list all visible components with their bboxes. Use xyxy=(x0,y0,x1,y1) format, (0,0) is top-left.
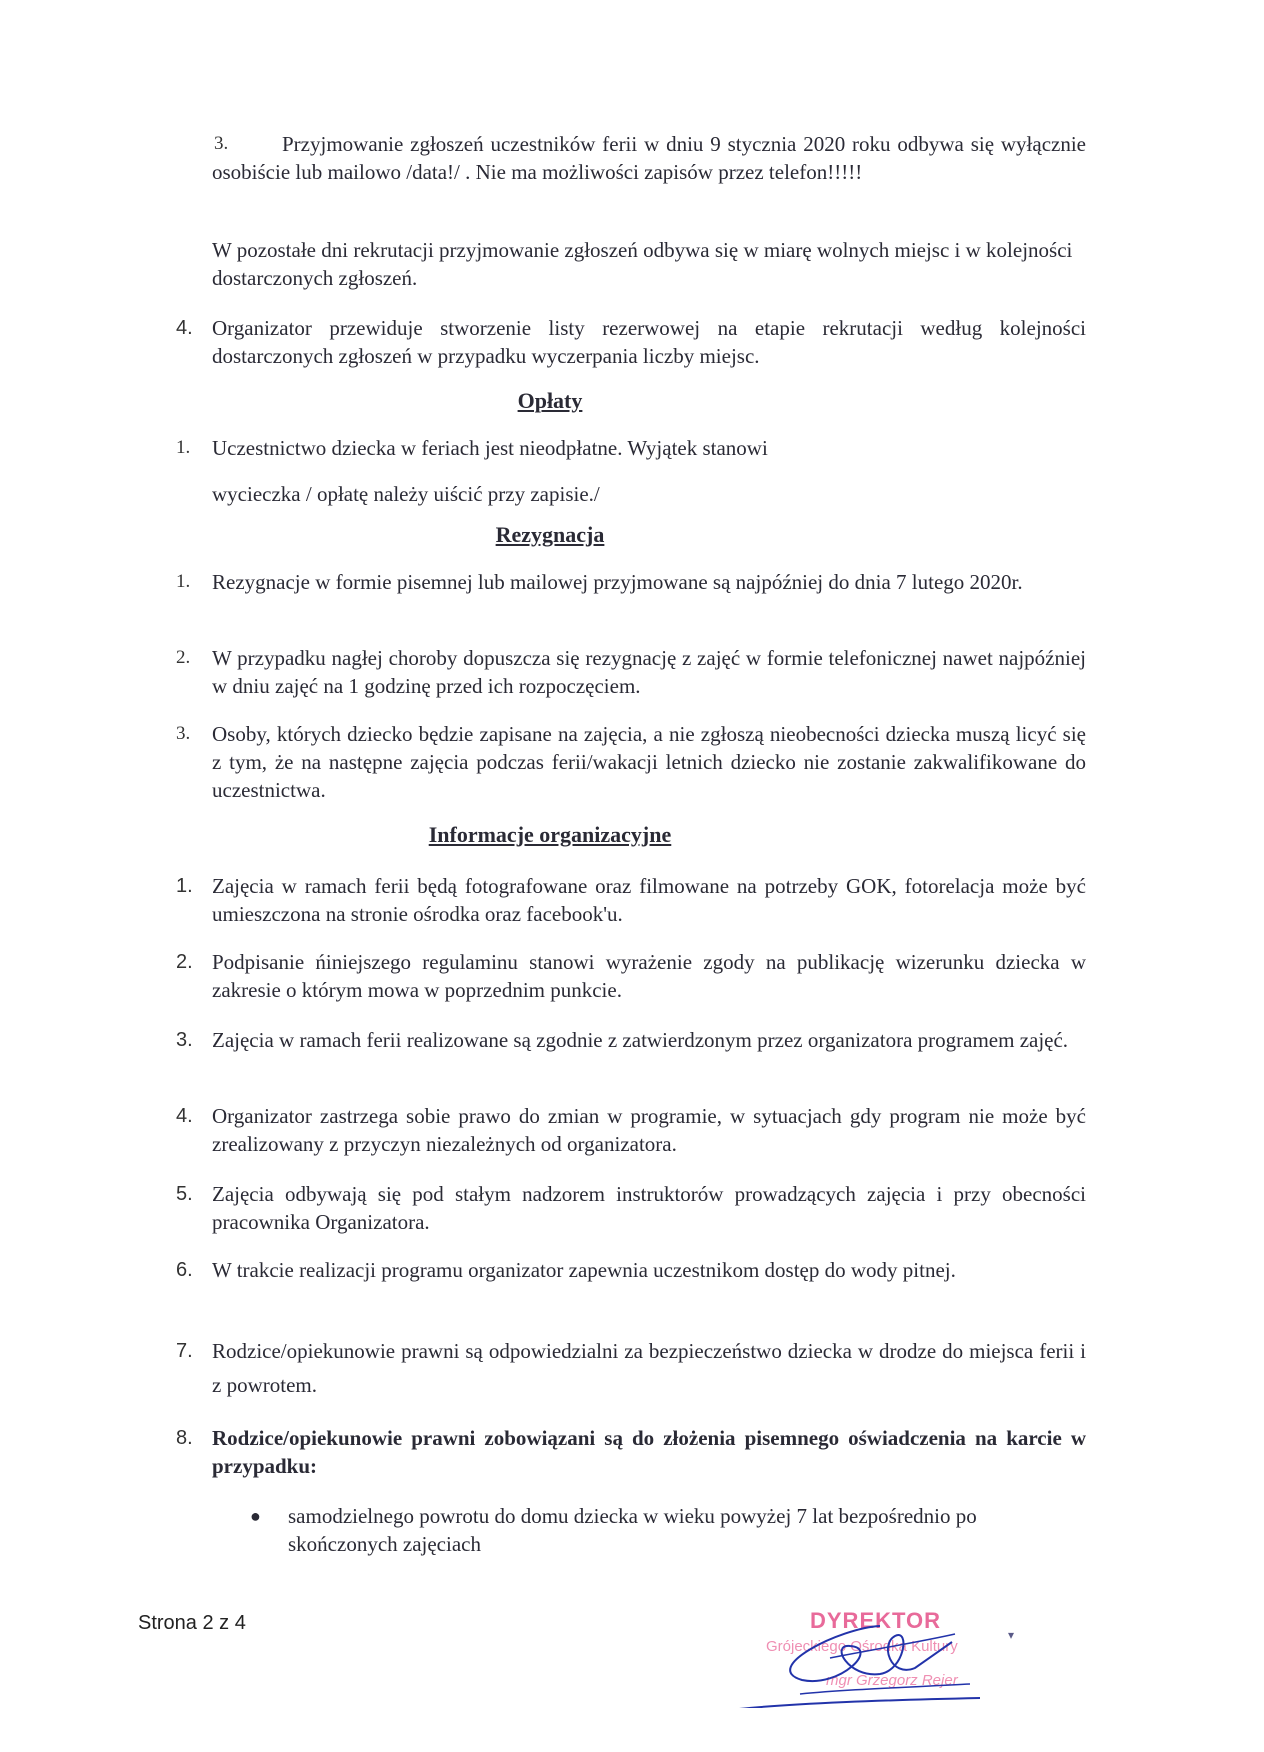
item-number: 1. xyxy=(176,437,191,458)
item-number: 3. xyxy=(214,133,229,154)
page-number: Strona 2 z 4 xyxy=(138,1612,246,1634)
item-text: Rodzice/opiekunowie prawni zobowiązani są do złożenia pisemnego oświadczenia na karcie w przypadku: xyxy=(212,1426,1086,1478)
section-heading-rezygnacja: Rezygnacja xyxy=(495,522,605,547)
item-text: Zajęcia w ramach ferii będą fotografowane oraz filmowane na potrzeby GOK, fotorelacja może być umieszczona na stronie ośrodka oraz facebook'u. xyxy=(212,874,1086,926)
item-number: 4. xyxy=(176,317,193,339)
list-item-note xyxy=(176,236,1086,292)
item-number: 1. xyxy=(176,571,191,592)
bullet-item xyxy=(250,1502,1090,1558)
item-text: Rodzice/opiekunowie prawni są odpowiedzialni za bezpieczeństwo dziecka w drodze do miejsca ferii i z powrotem. xyxy=(212,1339,1086,1397)
list-item xyxy=(176,568,1086,596)
item-text: Przyjmowanie zgłoszeń uczestników ferii w dniu 9 stycznia 2020 roku odbywa się wyłącznie osobiście lub mailowo /data!/ . Nie ma możliwości zapisów przez telefon!!!!! xyxy=(212,132,1086,184)
item-number: 8. xyxy=(176,1427,193,1449)
item-text: Zajęcia w ramach ferii realizowane są zgodnie z zatwierdzonym przez organizatora programem zajęć. xyxy=(212,1028,1069,1052)
item-text: Organizator zastrzega sobie prawo do zmian w programie, w sytuacjach gdy program nie może być zrealizowany z przyczyn niezależnych od organizatora. xyxy=(212,1104,1086,1156)
signature-icon xyxy=(730,1608,1030,1708)
stamp-name: mgr Grzegorz Rejer xyxy=(826,1672,958,1689)
list-item xyxy=(176,434,1086,462)
item-number: 2. xyxy=(176,951,193,973)
list-item xyxy=(176,1180,1086,1236)
list-item xyxy=(176,720,1086,804)
list-item xyxy=(176,1424,1086,1480)
item-text: Organizator przewiduje stworzenie listy rezerwowej na etapie rekrutacji według kolejności dostarczonych zgłoszeń w przypadku wyczerpania liczby miejsc. xyxy=(212,316,1086,368)
ink-mark: ▾ xyxy=(1008,1628,1015,1642)
item-number: 7. xyxy=(176,1340,193,1362)
item-text: W przypadku nagłej choroby dopuszcza się rezygnację z zajęć w formie telefonicznej nawet najpóźniej w dniu zajęć na 1 godzinę przed ich rozpoczęciem. xyxy=(212,646,1086,698)
item-text: Uczestnictwo dziecka w feriach jest nieodpłatne. Wyjątek stanowi xyxy=(212,436,768,460)
list-item xyxy=(176,130,1086,186)
item-number: 4. xyxy=(176,1105,193,1127)
list-item xyxy=(176,1102,1086,1158)
list-item xyxy=(176,1334,1086,1402)
item-note: W pozostałe dni rekrutacji przyjmowanie zgłoszeń odbywa się w miarę wolnych miejsc i w kolejności dostarczonych zgłoszeń. xyxy=(212,238,1073,290)
list-item xyxy=(176,314,1086,370)
item-number: 5. xyxy=(176,1183,193,1205)
list-item xyxy=(176,1026,1086,1054)
item-text: W trakcie realizacji programu organizator zapewnia uczestnikom dostęp do wody pitnej. xyxy=(212,1258,956,1282)
bullet-icon: ● xyxy=(250,1506,261,1526)
stamp-org: Grójeckiego Ośrodka Kultury xyxy=(766,1638,958,1655)
item-note: wycieczka / opłatę należy uiścić przy zapisie./ xyxy=(212,482,600,506)
item-number: 1. xyxy=(176,875,193,897)
director-stamp xyxy=(730,1608,1030,1708)
list-item xyxy=(176,1256,1086,1284)
item-text: Osoby, których dziecko będzie zapisane na zajęcia, a nie zgłoszą nieobecności dziecka muszą licyć się z tym, że na następne zajęcia podczas ferii/wakacji letnich dziecko nie zostanie zakwalifikowane do uczestnictwa. xyxy=(212,722,1086,802)
item-text: Zajęcia odbywają się pod stałym nadzorem instruktorów prowadzących zajęcia i przy obecności pracownika Organizatora. xyxy=(212,1182,1086,1234)
list-item-note xyxy=(176,480,1086,508)
list-item xyxy=(176,872,1086,928)
item-text: Podpisanie ńiniejszego regulaminu stanowi wyrażenie zgody na publikację wizerunku dziecka w zakresie o którym mowa w poprzednim punkcie. xyxy=(212,950,1086,1002)
item-text: Rezygnacje w formie pisemnej lub mailowej przyjmowane są najpóźniej do dnia 7 lutego 2020r. xyxy=(212,570,1023,594)
item-number: 3. xyxy=(176,1029,193,1051)
item-number: 3. xyxy=(176,723,191,744)
bullet-text: samodzielnego powrotu do domu dziecka w wieku powyżej 7 lat bezpośrednio po skończonych zajęciach xyxy=(288,1504,977,1556)
list-item xyxy=(176,644,1086,700)
section-heading-oplaty: Opłaty xyxy=(517,388,583,413)
list-item xyxy=(176,948,1086,1004)
stamp-title: DYREKTOR xyxy=(810,1608,942,1633)
section-heading-informacje: Informacje organizacyjne xyxy=(428,822,672,847)
item-number: 6. xyxy=(176,1259,193,1281)
item-number: 2. xyxy=(176,647,191,668)
